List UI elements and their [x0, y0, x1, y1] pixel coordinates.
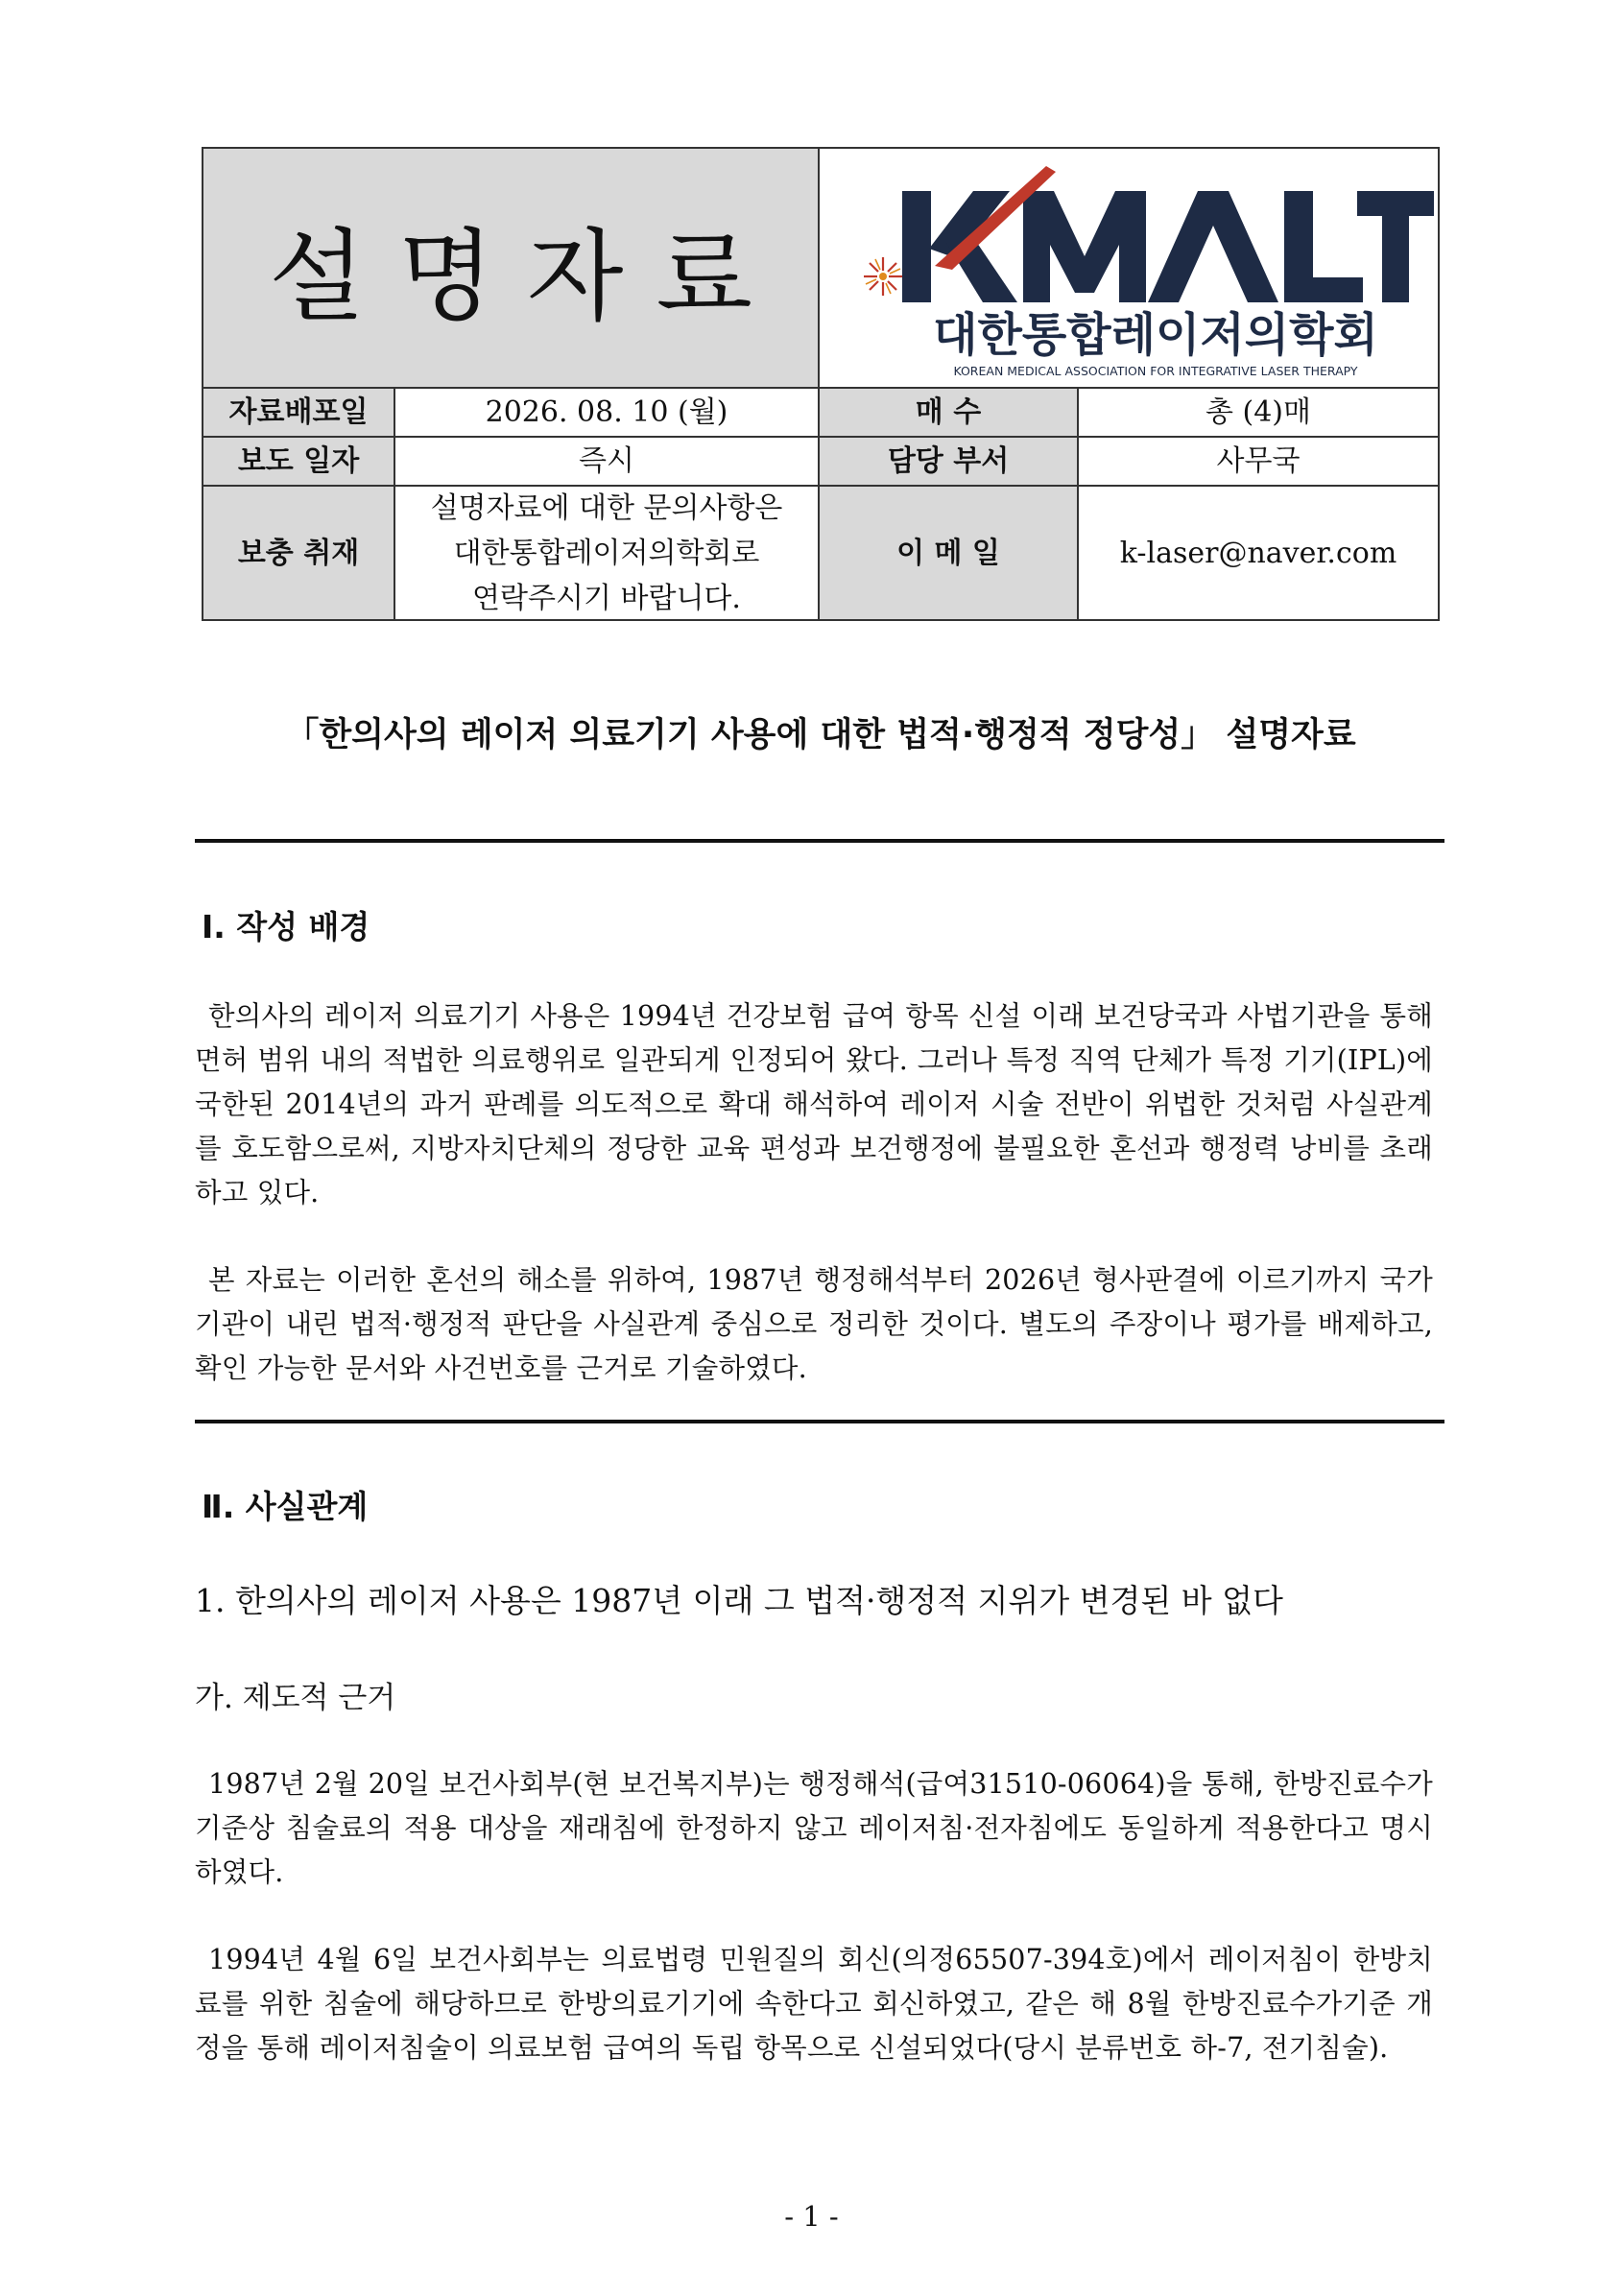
value-supplementary	[395, 487, 820, 619]
label-email: 이 메 일	[820, 487, 1079, 619]
section-2-paragraph-1: 1987년 2월 20일 보건사회부(현 보건복지부)는 행정해석(급여31510-06064)을 통해, 한방진료수가기준상 침술료의 적용 대상을 재래침에 한정하지 않고 레이저침·전자침에도 동일하게 적용한다고 명시하였다.	[195, 1768, 1433, 1888]
value-report-date: 즉시	[395, 438, 820, 485]
section-2-paragraph-2: 1994년 4월 6일 보건사회부는 의료법령 민원질의 회신(의정65507-394호)에서 레이저침이 한방치료를 위한 침술에 해당하므로 한방의료기기에 속한다고 회신하였고, 같은 해 8월 한방진료수가기준 개정을 통해 레이저침술이 의료보험 급여의 독립 항목으로 신설되었다(당시 분류번호 하-7, 전기침술).	[195, 1944, 1433, 2064]
kmalt-logo	[820, 149, 1440, 385]
value-email: k-laser@naver.com	[1119, 536, 1397, 570]
value-department: 사무국	[1216, 444, 1301, 478]
label-report-date: 보도 일자	[203, 438, 395, 485]
section-1-paragraph-1: 한의사의 레이저 의료기기 사용은 1994년 건강보험 급여 항목 신설 이래 보건당국과 사법기관을 통해 면허 범위 내의 적법한 의료행위로 일관되게 인정되어 왔다. 그러나 특정 직역 단체가 특정 기기(IPL)에 국한된 2014년의 과거 판례를 의도적으로 확대 해석하여 레이저 시술 전반이 위법한 것처럼 사실관계를 호도함으로써, 지방자치단체의 정당한 교육 편성과 보건행정에 불필요한 혼선과 행정력 낭비를 초래하고 있다.	[195, 1000, 1433, 1208]
label-page-count: 매 수	[820, 389, 1079, 436]
section-2-heading: Ⅱ. 사실관계	[202, 1488, 369, 1525]
row-contact	[203, 487, 1438, 619]
document-title: 「한의사의 레이저 의료기기 사용에 대한 법적·행정적 정당성」 설명자료	[285, 716, 1356, 754]
section-1-paragraph-2: 본 자료는 이러한 혼선의 해소를 위하여, 1987년 행정해석부터 2026년 형사판결에 이르기까지 국가기관이 내린 법적·행정적 판단을 사실관계 중심으로 정리한 것이다. 별도의 주장이나 평가를 배제하고, 확인 가능한 문서와 사건번호를 근거로 기술하였다.	[195, 1264, 1433, 1384]
logo-cell	[820, 149, 1438, 389]
supplementary-line-1: 설명자료에 대한 문의사항은	[430, 490, 783, 525]
label-distribution-date: 자료배포일	[203, 389, 395, 436]
divider	[195, 839, 1444, 843]
section-2-subheading: 1. 한의사의 레이저 사용은 1987년 이래 그 법적·행정적 지위가 변경된 바 없다	[195, 1582, 1283, 1619]
section-1-heading: Ⅰ. 작성 배경	[202, 908, 370, 945]
label-supplementary: 보충 취재	[203, 487, 395, 619]
supplementary-line-2: 대한통합레이저의학회로	[453, 536, 760, 570]
doc-type-title-cell	[203, 149, 820, 389]
section-2-sub-subheading: 가. 제도적 근거	[195, 1681, 396, 1715]
sparkle-icon	[864, 257, 902, 296]
supplementary-line-3: 연락주시기 바랍니다.	[472, 581, 741, 615]
header-table	[202, 147, 1440, 621]
doc-type-title: 설명자료	[269, 218, 785, 335]
value-page-count: 총 (4)매	[1205, 395, 1311, 429]
label-department: 담당 부서	[820, 438, 1079, 485]
value-distribution-date: 2026. 08. 10 (월)	[395, 389, 820, 436]
logo-english-name: KOREAN MEDICAL ASSOCIATION FOR INTEGRATIVE LASER THERAPY	[953, 364, 1358, 378]
logo-korean-name: 대한통합레이저의학회	[933, 308, 1378, 362]
row-report-date	[203, 438, 1438, 487]
divider	[195, 1420, 1444, 1423]
page-number: - 1 -	[784, 2200, 839, 2233]
row-distribution-date	[203, 389, 1438, 438]
